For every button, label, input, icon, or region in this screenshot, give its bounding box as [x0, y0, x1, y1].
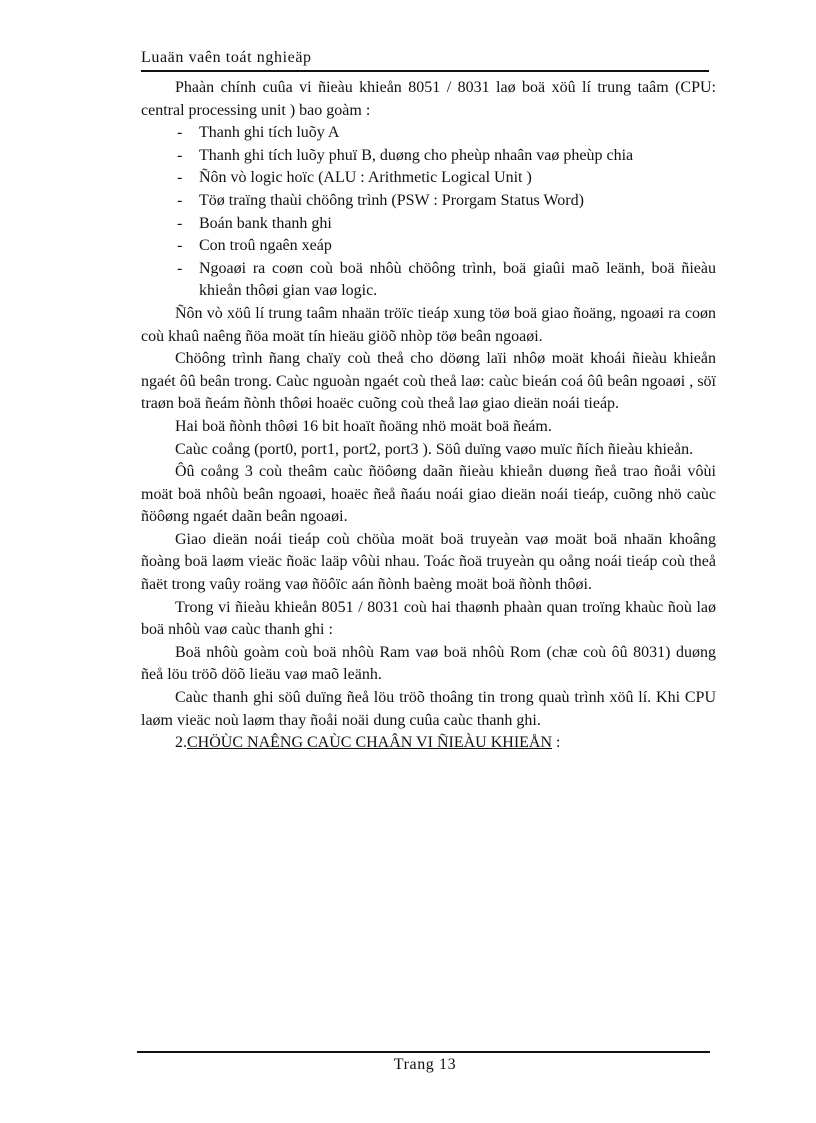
list-item [141, 167, 716, 190]
list-dash: - [177, 124, 183, 142]
list-dash: - [177, 214, 183, 232]
list-item-text: Töø traïng thaùi chöông trình (PSW : Prorgam Status Word) [199, 191, 584, 209]
list-item-text: Thanh ghi tích luõy phuï B, duøng cho pheùp nhaân vaø pheùp chia [199, 146, 634, 164]
list-dash: - [177, 259, 183, 277]
paragraph-ports: Caùc coång (port0, port1, port2, port3 ). Söû duïng vaøo muïc ñích ñieàu khieån. [175, 440, 694, 458]
list-item-text: Con troû ngaên xeáp [199, 237, 332, 255]
running-header: Luaän vaên toát nghieäp [141, 49, 312, 66]
paragraph-serial: Giao dieän noái tieáp coù chöùa moät boä truyeàn vaø moät boä nhaän khoâng ñoàng boä laøm vieäc ñoäc laäp vôùi nhau. Toác ñoä truyeàn qu oång noái tieáp coù theå ñaët trong vaûy roäng vaø ñöôïc aán ñònh baèng moät boä ñònh thôøi. [141, 530, 716, 594]
paragraph-port3: Ôû coång 3 coù theâm caùc ñöôøng daãn ñieàu khieån duøng ñeå trao ñoåi vôùi moät boä nhôù beân ngoaøi, hoaëc ñeå ñaáu noái giao dieän noái tieáp, cuõng nhö caùc ñöôøng ngaét daãn beân ngoaøi. [141, 463, 716, 526]
cpu-components-list [141, 122, 716, 303]
section-title: CHÖÙC NAÊNG CAÙC CHAÂN VI ÑIEÀU KHIEÅN [187, 734, 553, 752]
paragraph-memory: Boä nhôù goàm coù boä nhôù Ram vaø boä nhôù Rom (chæ coù ôû 8031) duøng ñeå löu tröõ döõ lieäu vaø maõ leänh. [141, 643, 716, 684]
list-item-text: Ngoaøi ra coøn coù boä nhôù chöông trình, boä giaûi maõ leänh, boä ñieàu khieån thôøi gian vaø logic. [199, 259, 716, 300]
list-dash: - [177, 237, 183, 255]
list-item [141, 213, 716, 236]
list-dash: - [177, 146, 183, 164]
list-item-text: Ñôn vò logic hoïc (ALU : Arithmetic Logical Unit ) [199, 169, 532, 187]
footer-rule [137, 1051, 710, 1053]
list-item [141, 235, 716, 258]
body-text [141, 77, 716, 755]
paragraph-registers: Caùc thanh ghi söû duïng ñeå löu tröõ thoâng tin trong quaù trình xöû lí. Khi CPU laøm vieäc noù laøm thay ñoåi noäi dung cuûa caùc thanh ghi. [141, 689, 716, 729]
list-item [141, 190, 716, 213]
paragraph-interrupts: Chöông trình ñang chaïy coù theå cho döøng laïi nhôø moät khoái ñieàu khieån ngaét ôû beân trong. Caùc nguoàn ngaét coù theå laø: caùc bieán coá ôû beân ngoaøi , söï traøn boä ñeám ñònh thôøi hoaëc cuõng coù theå laø giao dieän noái tieáp. [141, 350, 716, 413]
list-dash: - [177, 169, 183, 187]
paragraph-cpu-intro: Phaàn chính cuûa vi ñieàu khieån 8051 / 8031 laø boä xöû lí trung taâm (CPU: central processing unit ) bao goàm : [141, 79, 716, 119]
header-rule [141, 70, 709, 72]
page-number: Trang 13 [393, 1056, 457, 1073]
list-item [141, 122, 716, 145]
section-suffix: : [552, 734, 561, 752]
list-item [141, 258, 716, 303]
list-item-text: Thanh ghi tích luõy A [199, 124, 340, 142]
list-item [141, 145, 716, 168]
paragraph-cpu-clock: Ñôn vò xöû lí trung taâm nhaän tröïc tieáp xung töø boä giao ñoäng, ngoaøi ra coøn coù khaû naêng ñöa moät tín hieäu giöõ nhòp töø beân ngoaøi. [141, 304, 716, 345]
paragraph-memory-registers: Trong vi ñieàu khieån 8051 / 8031 coù hai thaønh phaàn quan troïng khaùc ñoù laø boä nhôù vaø caùc thanh ghi : [141, 598, 716, 639]
section-heading [141, 732, 716, 755]
section-number: 2. [175, 734, 187, 752]
list-dash: - [177, 191, 183, 209]
list-item-text: Boán bank thanh ghi [199, 214, 332, 232]
paragraph-timers: Hai boä ñònh thôøi 16 bit hoaït ñoäng nhö moät boä ñeám. [175, 417, 552, 435]
